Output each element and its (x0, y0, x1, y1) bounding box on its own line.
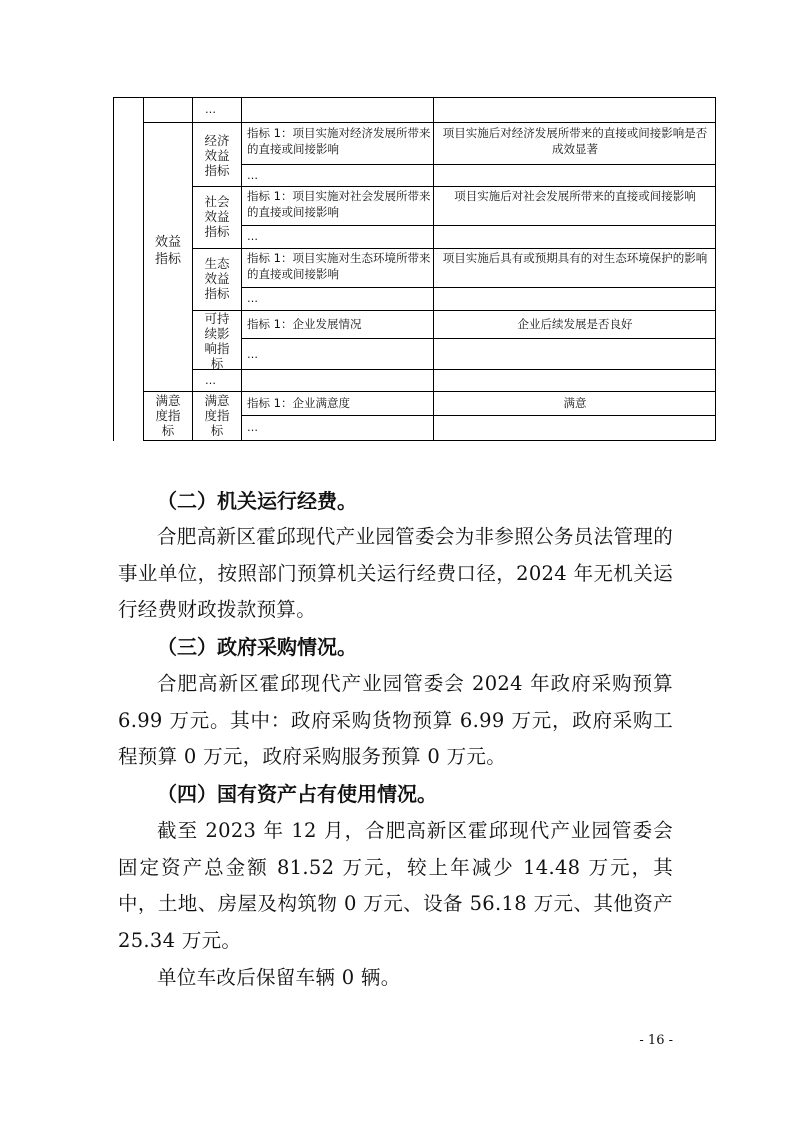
ecological-indicator: 指标 1：项目实施对生态环境所带来的直接或间接影响 (247, 251, 431, 281)
table-line (241, 225, 716, 226)
benefit-indicators-label: 效益 指标 (154, 235, 181, 267)
table-line (241, 287, 716, 288)
table-line (143, 122, 716, 123)
section-heading-procurement: （三）政府采购情况。 (157, 635, 357, 659)
ellipsis-cell: … (247, 292, 259, 305)
ellipsis-cell: … (247, 348, 259, 361)
section-body-assets: 截至 2023 年 12 月，合肥高新区霍邱现代产业园管委会固定资产总金额 81.52 万元，较上年减少 14.48 万元，其中，土地、房屋及构筑物 0 万元、设备 56.18 万元、其他资产 25.34 万元。 (118, 819, 673, 952)
ellipsis-cell: … (247, 169, 259, 182)
page-number: - 16 - (639, 1033, 673, 1048)
satisfaction-category: 满意 度指 标 (204, 393, 230, 438)
table-border-right (715, 97, 716, 441)
social-indicator: 指标 1：项目实施对社会发展所带来的直接或间接影响 (247, 189, 431, 219)
section-body-procurement: 合肥高新区霍邱现代产业园管委会 2024 年政府采购预算 6.99 万元。其中：政府采购货物预算 6.99 万元，政府采购工程预算 0 万元，政府采购服务预算 0 万元。 (118, 672, 673, 769)
table-line (433, 97, 434, 441)
table-line (192, 186, 716, 187)
table-border-bottom (143, 440, 716, 441)
table-line (192, 248, 716, 249)
table-line (241, 164, 716, 165)
section-body-vehicles: 单位车改后保留车辆 0 辆。 (157, 966, 401, 989)
social-benefit-category: 社会 效益 指标 (204, 194, 230, 239)
table-border-left (113, 97, 114, 441)
ellipsis-cell: … (247, 230, 259, 243)
section-heading-operating-costs: （二）机关运行经费。 (157, 489, 357, 513)
sustainable-indicator: 指标 1：企业发展情况 (247, 317, 362, 331)
satisfaction-standard: 满意 (563, 396, 587, 410)
ecological-standard: 项目实施后具有或预期具有的对生态环境保护的影响 (442, 251, 708, 265)
social-standard: 项目实施后对社会发展所带来的直接或间接影响 (454, 189, 696, 203)
table-line (241, 97, 242, 441)
economic-benefit-category: 经济 效益 指标 (204, 133, 230, 178)
table-line (241, 415, 716, 416)
satisfaction-indicators-label: 满意 度指 标 (155, 393, 181, 438)
ellipsis-cell: … (205, 103, 217, 116)
section-body-operating-costs: 合肥高新区霍邱现代产业园管委会为非参照公务员法管理的事业单位，按照部门预算机关运行经费口径，2024 年无机关运行经费财政拨款预算。 (118, 525, 673, 622)
economic-standard: 项目实施后对经济发展所带来的直接或间接影响是否成效显著 (442, 126, 708, 156)
section-heading-assets: （四）国有资产占有使用情况。 (157, 782, 437, 806)
ellipsis-cell: … (205, 374, 217, 387)
table-line (143, 97, 144, 441)
table-line (143, 391, 716, 392)
ecological-benefit-category: 生态 效益 指标 (204, 256, 230, 301)
satisfaction-indicator: 指标 1：企业满意度 (247, 396, 350, 410)
sustainable-standard: 企业后续发展是否良好 (517, 317, 633, 331)
table-line (192, 369, 716, 370)
ellipsis-cell: … (247, 421, 259, 434)
economic-indicator: 指标 1：项目实施对经济发展所带来的直接或间接影响 (247, 126, 431, 156)
sustainable-impact-category: 可持 续影 响指 标 (204, 311, 230, 371)
table-border-top (113, 97, 716, 98)
table-line (241, 338, 716, 339)
performance-indicator-table (113, 97, 716, 441)
table-line (192, 310, 716, 311)
